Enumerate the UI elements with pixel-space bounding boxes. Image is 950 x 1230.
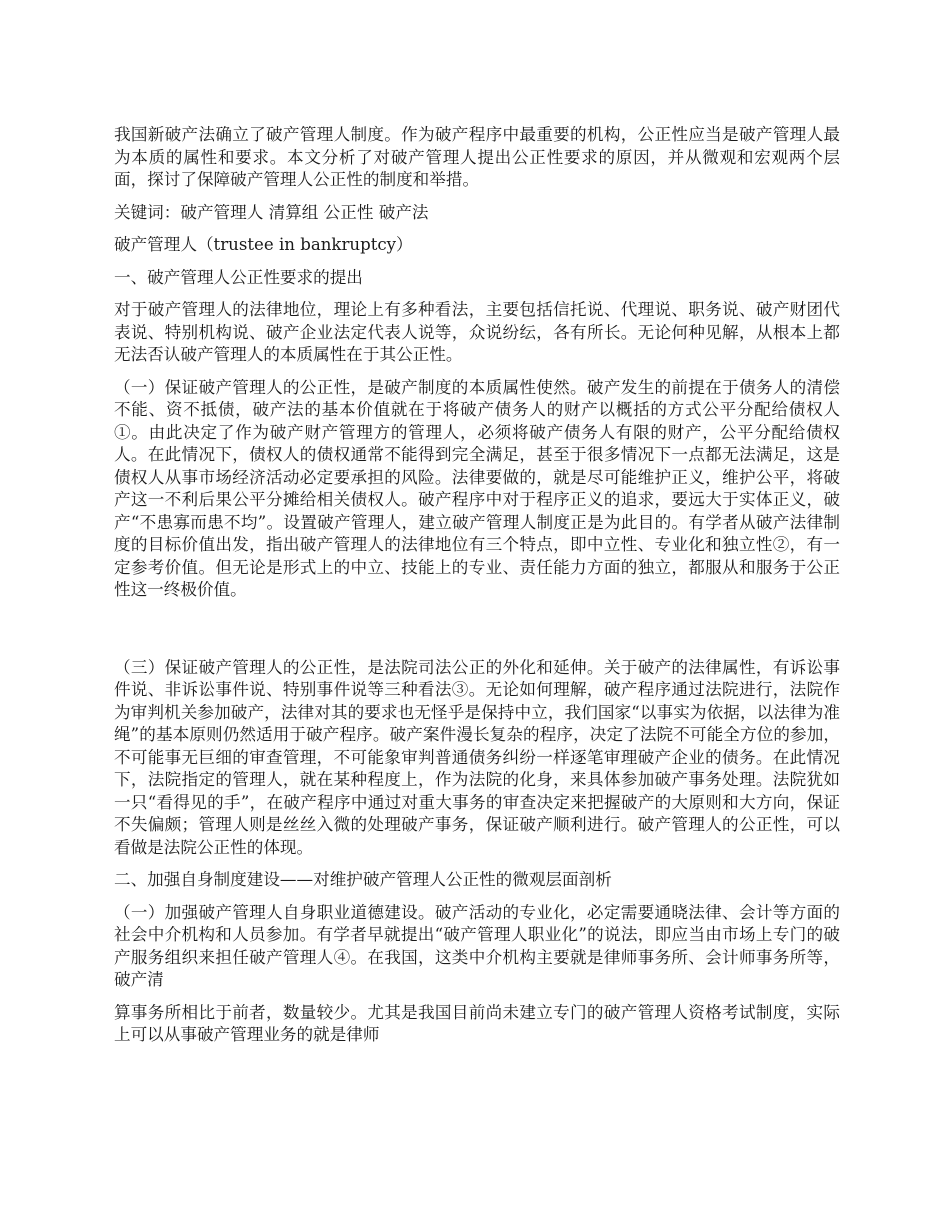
section1-heading: 一、破产管理人公正性要求的提出 [114, 267, 363, 287]
section2-continued-paragraph: 算事务所相比于前者，数量较少。尤其是我国目前尚未建立专门的破产管理人资格考试制度，实际上可以从事破产管理业务的就是律师 [114, 1002, 840, 1044]
english-term-line: 破产管理人（trustee in bankruptcy） [114, 235, 413, 254]
section1-intro-paragraph: 对于破产管理人的法律地位，理论上有多种看法，主要包括信托说、代理说、职务说、破产财团代表说、特别机构说、破产企业法定代表人说等，众说纷纭，各有所长。无论何种见解，从根本上都无法否认破产管理人的本质属性在于其公正性。 [114, 300, 840, 364]
section1-point1-paragraph: （一）保证破产管理人的公正性，是破产制度的本质属性使然。破产发生的前提在于债务人的清偿不能、资不抵债，破产法的基本价值就在于将破产债务人的财产以概括的方式公平分配给债权人①。由此决定了作为破产财产管理方的管理人，必须将破产债务人有限的财产，公平分配给债权人。在此情况下，债权人的债权通常不能得到完全满足，甚至于很多情况下一点都无法满足，这是债权人从事市场经济活动必定要承担的风险。法律要做的，就是尽可能维护正义，维护公平，将破产这一不利后果公平分摊给相关债权人。破产程序中对于程序正义的追求，要远大于实体正义，破产“不患寡而患不均”。设置破产管理人，建立破产管理人制度正是为此目的。有学者从破产法律制度的目标价值出发，指出破产管理人的法律地位有三个特点，即中立性、专业化和独立性②，有一定参考价值。但无论是形式上的中立、技能上的专业、责任能力方面的独立，都服从和服务于公正性这一终极价值。 [114, 377, 840, 599]
abstract-paragraph: 我国新破产法确立了破产管理人制度。作为破产程序中最重要的机构，公正性应当是破产管理人最为本质的属性和要求。本文分析了对破产管理人提出公正性要求的原因，并从微观和宏观两个层面，探讨了保障破产管理人公正性的制度和举措。 [114, 125, 840, 189]
document-body [114, 124, 840, 1047]
section2-heading: 二、加强自身制度建设——对维护破产管理人公正性的微观层面剖析 [114, 870, 612, 889]
section1-point3-paragraph: （三）保证破产管理人的公正性，是法院司法公正的外化和延伸。关于破产的法律属性，有诉讼事件说、非诉讼事件说、特别事件说等三种看法③。无论如何理解，破产程序通过法院进行，法院作为审判机关参加破产，法律对其的要求也无怪乎是保持中立，我们国家“以事实为依据，以法律为准绳”的基本原则仍然适用于破产程序。破产案件漫长复杂的程序，决定了法院不可能全方位的参加，不可能事无巨细的审查管理，不可能象审判普通债务纠纷一样逐笔审理破产企业的债务。在此情况下，法院指定的管理人，就在某种程度上，作为法院的化身，来具体参加破产事务处理。法院犹如一只“看得见的手”，在破产程序中通过对重大事务的审查决定来把握破产的大原则和大方向，保证不失偏颇；管理人则是丝丝入微的处理破产事务，保证破产顺利进行。破产管理人的公正性，可以看做是法院公正性的体现。 [114, 657, 840, 857]
section2-point1-paragraph: （一）加强破产管理人自身职业道德建设。破产活动的专业化，必定需要通晓法律、会计等方面的社会中介机构和人员参加。有学者早就提出“破产管理人职业化”的说法，即应当由市场上专门的破产服务组织来担任破产管理人④。在我国，这类中介机构主要就是律师事务所、会计师事务所等，破产清 [114, 902, 840, 989]
keywords-line: 关键词：破产管理人 清算组 公正性 破产法 [114, 202, 429, 222]
